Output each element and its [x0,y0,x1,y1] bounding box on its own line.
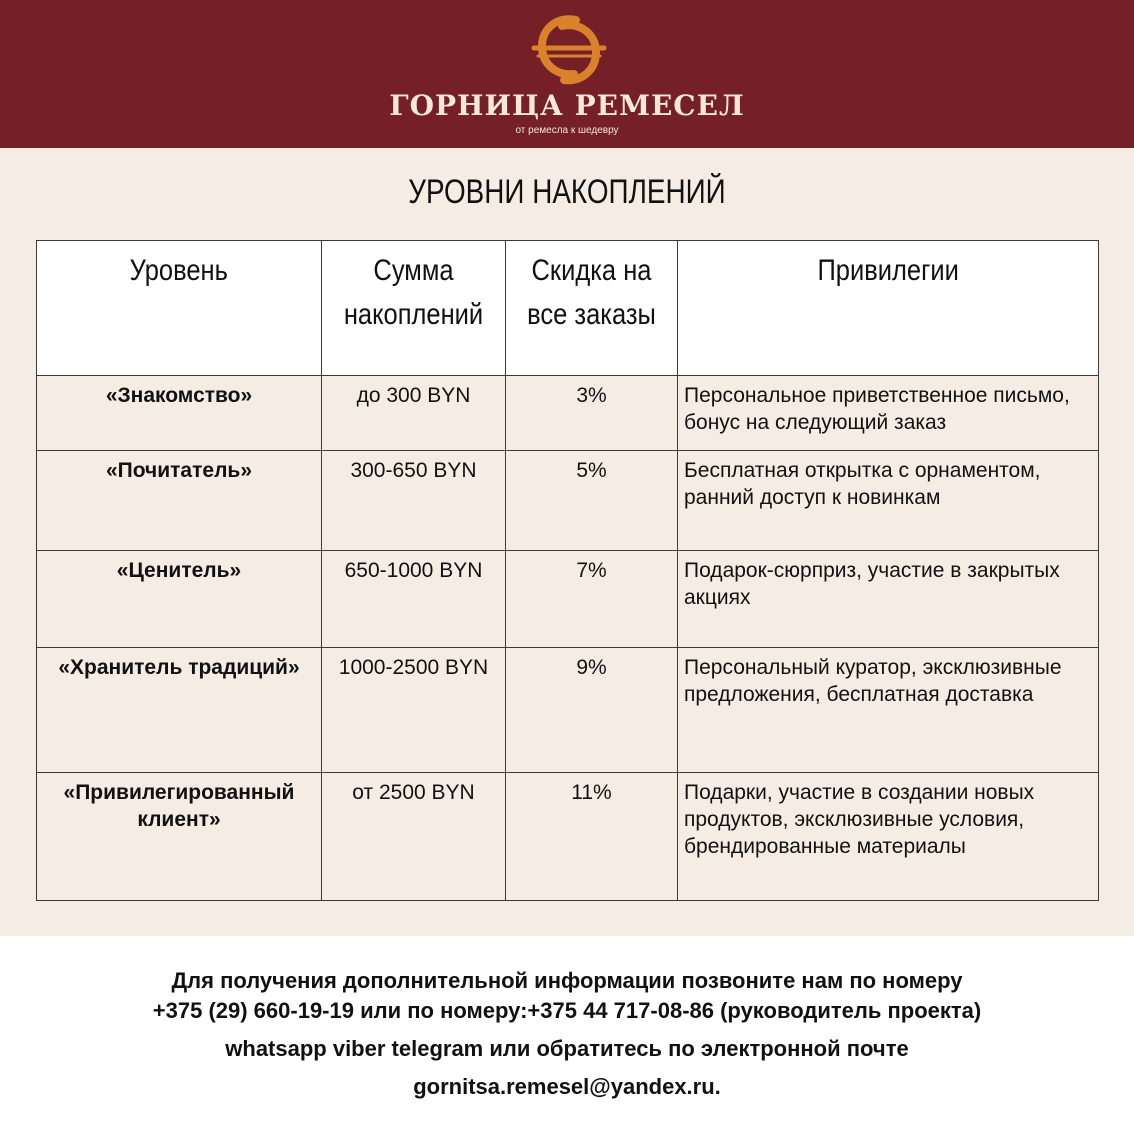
column-header-level: Уровень [37,241,322,376]
levels-table [36,240,1099,901]
brand-tagline: от ремесла к шедевру [515,125,619,136]
level-discount: 5% [506,451,678,551]
level-discount: 9% [506,648,678,773]
brand-name: ГОРНИЦА РЕМЕСЕЛ [389,89,745,122]
header-banner [0,0,1134,148]
level-discount: 3% [506,376,678,451]
level-privileges: Подарки, участие в создании новых продуктов, эксклюзивные условия, брендированные материалы [678,773,1099,901]
table-row [37,451,1099,551]
table-header-row [37,241,1099,376]
monogram-logo-icon [528,12,610,88]
table-row [37,773,1099,901]
column-header-privileges: Привилегии [678,241,1099,376]
table-row [37,648,1099,773]
contact-info [0,966,1134,1102]
level-amount: 1000-2500 BYN [322,648,506,773]
level-privileges: Подарок-сюрприз, участие в закрытых акциях [678,551,1099,648]
level-discount: 7% [506,551,678,648]
level-privileges: Персональный куратор, эксклюзивные предложения, бесплатная доставка [678,648,1099,773]
contact-messengers: whatsapp viber telegram или обратитесь по электронной почте [225,1036,909,1061]
level-name: «Привилегированный клиент» [37,773,322,901]
column-header-discount: Скидка на все заказы [506,241,678,376]
level-discount: 11% [506,773,678,901]
level-name: «Хранитель традиций» [37,648,322,773]
level-name: «Знакомство» [37,376,322,451]
contact-phones: +375 (29) 660-19-19 или по номеру:+375 44 717-08-86 (руководитель проекта) [152,998,982,1023]
level-amount: от 2500 BYN [322,773,506,901]
level-name: «Ценитель» [37,551,322,648]
level-name: «Почитатель» [37,451,322,551]
contact-line: Для получения дополнительной информации позвоните нам по номеру [171,968,963,993]
level-amount: 300-650 BYN [322,451,506,551]
level-privileges: Бесплатная открытка с орнаментом, ранний доступ к новинкам [678,451,1099,551]
level-privileges: Персональное приветственное письмо, бонус на следующий заказ [678,376,1099,451]
column-header-amount: Сумма накоплений [322,241,506,376]
level-amount: 650-1000 BYN [322,551,506,648]
table-row [37,551,1099,648]
page-title: УРОВНИ НАКОПЛЕНИЙ [408,173,726,211]
table-row [37,376,1099,451]
contact-email: gornitsa.remesel@yandex.ru. [413,1074,721,1099]
level-amount: до 300 BYN [322,376,506,451]
